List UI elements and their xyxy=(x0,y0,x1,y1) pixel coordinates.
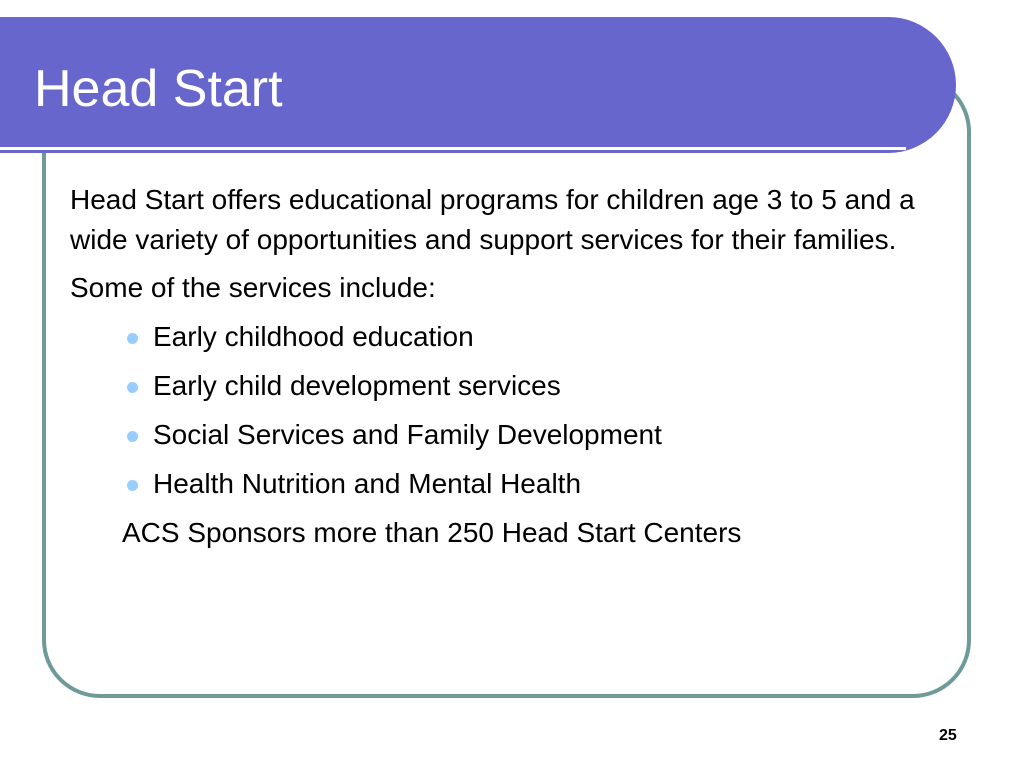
list-item xyxy=(70,464,930,504)
bullet-icon xyxy=(127,431,138,442)
title-underline xyxy=(0,147,906,150)
service-label: Health Nutrition and Mental Health xyxy=(153,468,582,499)
bullet-icon xyxy=(127,333,138,344)
service-label: Social Services and Family Development xyxy=(153,419,662,450)
intro-paragraph: Head Start offers educational programs for children age 3 to 5 and a wide variety of opportunities and support services for their families. xyxy=(70,184,915,255)
slide-number: 25 xyxy=(939,727,957,744)
list-item xyxy=(70,366,930,406)
title-bar xyxy=(0,17,956,153)
service-label: Early child development services xyxy=(153,370,561,401)
bullet-icon xyxy=(127,382,138,393)
slide-body xyxy=(70,180,930,553)
slide-title: Head Start xyxy=(34,60,283,118)
list-item xyxy=(70,415,930,455)
services-list xyxy=(70,317,930,504)
list-item xyxy=(70,317,930,357)
bullet-icon xyxy=(127,480,138,491)
service-label: Early childhood education xyxy=(153,321,474,352)
closing-statement: ACS Sponsors more than 250 Head Start Centers xyxy=(122,517,742,548)
services-heading: Some of the services include: xyxy=(70,272,436,303)
